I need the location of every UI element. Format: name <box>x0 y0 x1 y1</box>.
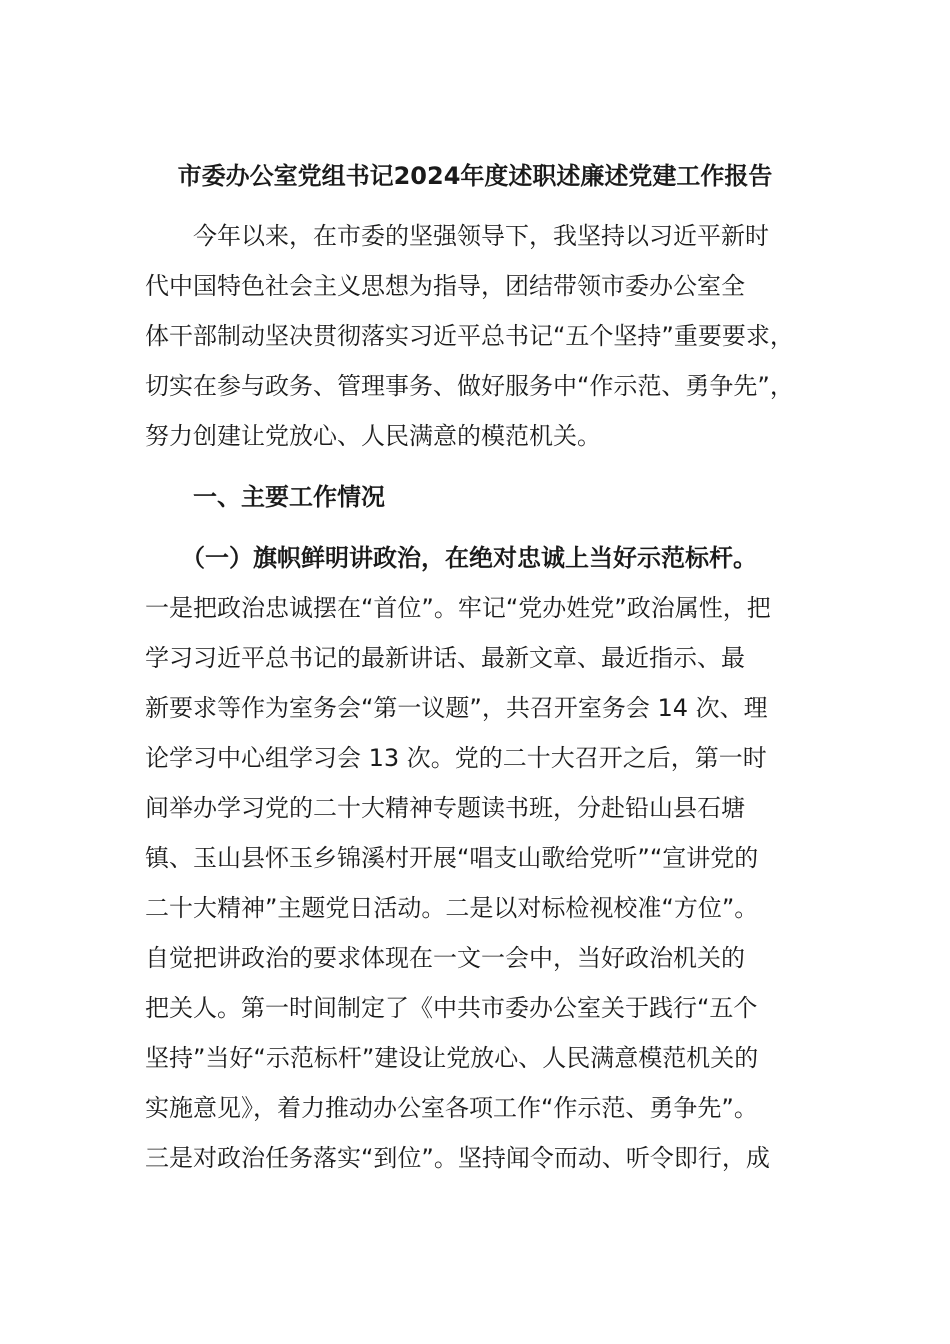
body-line-11: 实施意见》，着力推动办公室各项工作“作示范、勇争先”。 <box>145 1094 758 1122</box>
body-line-10: 坚持”当好“示范标杆”建设让党放心、人民满意模范机关的 <box>145 1044 759 1072</box>
body-line-3: 新要求等作为室务会“第一议题”，共召开室务会 14 次、理 <box>145 694 768 722</box>
subsection-heading: （一）旗帜鲜明讲政治，在绝对忠诚上当好示范标杆。 <box>145 544 757 572</box>
intro-line-3: 体干部制动坚决贯彻落实习近平总书记“五个坚持”重要要求， <box>145 322 794 350</box>
body-line-6: 镇、玉山县怀玉乡锦溪村开展“唱支山歌给党听”“宣讲党的 <box>145 844 759 872</box>
intro-line-2: 代中国特色社会主义思想为指导，团结带领市委办公室全 <box>145 272 745 300</box>
body-line-1: 一是把政治忠诚摆在“首位”。牢记“党办姓党”政治属性，把 <box>145 594 771 622</box>
intro-line-1: 今年以来，在市委的坚强领导下，我坚持以习近平新时 <box>145 222 769 250</box>
body-line-12: 三是对政治任务落实“到位”。坚持闻令而动、听令即行，成 <box>145 1144 770 1172</box>
body-line-8: 自觉把讲政治的要求体现在一文一会中，当好政治机关的 <box>145 944 745 972</box>
body-line-4: 论学习中心组学习会 13 次。党的二十大召开之后，第一时 <box>145 744 767 772</box>
body-line-7: 二十大精神”主题党日活动。二是以对标检视校准“方位”。 <box>145 894 759 922</box>
document-title: 市委办公室党组书记2024年度述职述廉述党建工作报告 <box>177 162 773 190</box>
body-line-2: 学习习近平总书记的最新讲话、最新文章、最近指示、最 <box>145 644 745 672</box>
intro-line-4: 切实在参与政务、管理事务、做好服务中“作示范、勇争先”， <box>145 372 794 400</box>
body-line-5: 间举办学习党的二十大精神专题读书班，分赴铅山县石塘 <box>145 794 745 822</box>
intro-line-5: 努力创建让党放心、人民满意的模范机关。 <box>145 422 601 450</box>
section-heading: 一、主要工作情况 <box>145 483 385 511</box>
body-line-9: 把关人。第一时间制定了《中共市委办公室关于践行“五个 <box>145 994 758 1022</box>
